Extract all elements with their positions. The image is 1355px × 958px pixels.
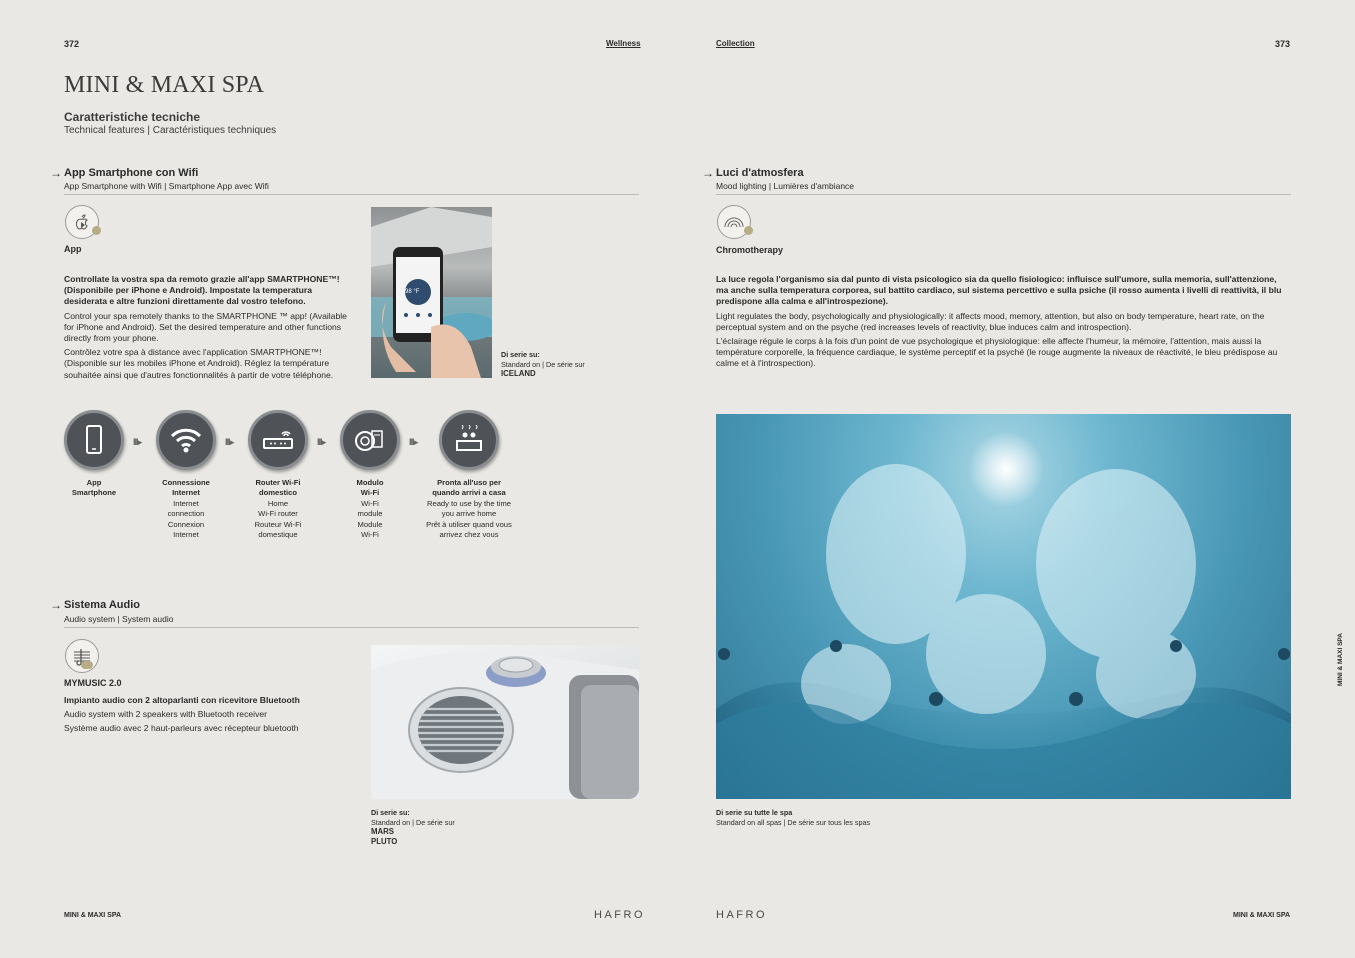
light-text-fr: L'éclairage régule le corps à la fois d'un point de vue psychologique et physiologique: elle affecte l'humeur, la mémoire, l'attention, mais aussi la température corporelle, la fréquence cardiaque, le système perceptif et la psyché (le rouge augmente la niveaux de réactivité, le bleu prédispose au calme et à l'introspection). bbox=[716, 336, 1278, 369]
audio-section-subtitle: Audio system | System audio bbox=[64, 614, 174, 624]
flow-arrow-icon: III▸ bbox=[133, 437, 142, 447]
flow-title: Pronta all'uso per quando arrivi a casa bbox=[432, 478, 506, 497]
app-section-subtitle: App Smartphone with Wifi | Smartphone App avec Wifi bbox=[64, 181, 269, 191]
footer-right: MINI & MAXI SPA bbox=[1233, 912, 1291, 919]
app-caption-sub: Standard on | De série sur bbox=[501, 359, 585, 369]
flow-title: Modulo Wi-Fi bbox=[356, 478, 384, 497]
light-description bbox=[716, 274, 1284, 373]
audio-caption-model: PLUTO bbox=[371, 836, 398, 846]
audio-section-title: Sistema Audio bbox=[64, 599, 140, 611]
flow-arrow-icon: III▸ bbox=[409, 437, 418, 447]
version-badge-icon bbox=[81, 661, 93, 669]
flow-en: Ready to use by the time you arrive home bbox=[427, 499, 511, 518]
audio-icon-label: MYMUSIC 2.0 bbox=[64, 678, 122, 688]
flow-title: App Smartphone bbox=[71, 478, 117, 497]
footer-left: MINI & MAXI SPA bbox=[64, 912, 122, 919]
light-text-it: La luce regola l'organismo sia dal punto di vista psicologico sia da quello fisiologico: influisce sull'umore, sulla memoria, sull'attenzione, ma anche sulla temperatura corporea, sul battito cardiaco, sul sistema percettivo e sulla psiche (il rosso aumenta i livelli di reattività, il blu predispone alla calma e all'introspezione). bbox=[716, 274, 1282, 307]
router-icon bbox=[248, 410, 308, 470]
divider bbox=[64, 627, 639, 628]
flow-step-module bbox=[330, 410, 410, 540]
light-section-subtitle: Mood lighting | Lumières d'ambiance bbox=[716, 181, 855, 191]
audio-text-it: Impianto audio con 2 altoparlanti con ricevitore Bluetooth bbox=[64, 695, 300, 705]
flow-step-ready bbox=[414, 410, 524, 540]
page-subtitle: Caratteristiche tecniche bbox=[64, 110, 201, 124]
arrow-right-icon: → bbox=[50, 166, 62, 180]
audio-caption-title: Di serie su: bbox=[371, 808, 410, 817]
app-text-it: Controllate la vostra spa da remoto grazie all'app SMARTPHONE™! (Disponibile per iPhone e Android). Impostate la temperatura desiderata e altre funzioni direttamente dal vostro telefono. bbox=[64, 274, 340, 307]
app-caption bbox=[501, 350, 585, 379]
flow-step-router bbox=[238, 410, 318, 540]
app-section-title: App Smartphone con Wifi bbox=[64, 167, 199, 179]
flow-fr: Module Wi-Fi bbox=[357, 520, 383, 539]
arrow-right-icon: → bbox=[702, 166, 714, 180]
smartphone-photo bbox=[371, 207, 492, 378]
app-description bbox=[64, 274, 356, 384]
check-badge-icon bbox=[744, 226, 753, 235]
page-subtitle-translations: Technical features | Caractéristiques techniques bbox=[64, 125, 277, 136]
light-caption-title: Di serie su tutte le spa bbox=[716, 808, 793, 817]
page-number-right: 373 bbox=[1275, 39, 1291, 49]
hot-tub-icon bbox=[439, 410, 499, 470]
arrow-right-icon: → bbox=[50, 598, 62, 612]
light-caption-sub: Standard on all spas | De série sur tous les spas bbox=[716, 817, 871, 827]
app-icon-label: App bbox=[64, 244, 82, 254]
light-section-title: Luci d'atmosfera bbox=[716, 167, 804, 179]
wifi-module-icon bbox=[340, 410, 400, 470]
audio-caption-sub: Standard on | De série sur bbox=[371, 817, 455, 827]
flow-step-app bbox=[54, 410, 134, 497]
smartphone-icon bbox=[64, 410, 124, 470]
audio-description bbox=[64, 695, 364, 738]
hafro-logo-left: HAFRO bbox=[594, 909, 645, 921]
audio-text-fr: Système audio avec 2 haut-parleurs avec récepteur bluetooth bbox=[64, 723, 299, 734]
light-caption bbox=[716, 808, 870, 827]
page-title: MINI & MAXI SPA bbox=[64, 72, 265, 98]
flow-en: Home Wi-Fi router bbox=[258, 499, 298, 518]
collection-link[interactable]: Collection bbox=[716, 39, 755, 48]
side-section-label: MINI & MAXI SPA bbox=[1337, 633, 1344, 686]
divider bbox=[716, 194, 1291, 195]
connection-flow bbox=[54, 410, 654, 550]
app-caption-title: Di serie su: bbox=[501, 350, 540, 359]
chromotherapy-photo bbox=[716, 414, 1291, 799]
phone-temperature: 98 °F bbox=[405, 289, 420, 295]
flow-arrow-icon: III▸ bbox=[317, 437, 326, 447]
page-number-left: 372 bbox=[64, 39, 80, 49]
check-badge-icon bbox=[92, 226, 101, 235]
audio-caption-model: MARS bbox=[371, 827, 394, 837]
app-caption-model: ICELAND bbox=[501, 369, 536, 379]
flow-step-internet bbox=[146, 410, 226, 540]
speaker-photo bbox=[371, 645, 639, 799]
light-icon-label: Chromotherapy bbox=[716, 245, 784, 255]
audio-caption bbox=[371, 808, 455, 846]
flow-en: Internet connection bbox=[167, 499, 205, 518]
flow-title: Router Wi-Fi domestico bbox=[255, 478, 301, 497]
app-text-en: Control your spa remotely thanks to the SMARTPHONE ™ app! (Available for iPhone and Android). Set the desired temperature and other functions directly from your phone. bbox=[64, 310, 347, 344]
flow-fr: Prêt à utiliser quand vous arrivez chez vous bbox=[426, 520, 512, 539]
hafro-logo-right: HAFRO bbox=[716, 909, 767, 921]
flow-arrow-icon: III▸ bbox=[225, 437, 234, 447]
flow-en: Wi-Fi module bbox=[357, 499, 383, 518]
flow-title: Connessione Internet bbox=[162, 478, 210, 497]
flow-fr: Routeur Wi-Fi domestique bbox=[254, 520, 302, 539]
app-text-fr: Contrôlez votre spa à distance avec l'application SMARTPHONE™! (Disponible sur les mobiles iPhone et Android). Réglez la température souhaitée ainsi que d'autres fonctionnalités à partir de votre téléphone. bbox=[64, 347, 334, 380]
audio-text-en: Audio system with 2 speakers with Bluetooth receiver bbox=[64, 709, 268, 720]
light-text-en: Light regulates the body, psychologically and physiologically: it affects mood, memory, attention, but also on body temperature, heart rate, on the perceptual system and on the psyche (red increases levels of reactivity, blue induces calm and introspection). bbox=[716, 310, 1265, 332]
flow-fr: Connexion Internet bbox=[167, 520, 205, 539]
divider bbox=[64, 194, 639, 195]
wifi-icon bbox=[156, 410, 216, 470]
wellness-link[interactable]: Wellness bbox=[606, 39, 641, 48]
